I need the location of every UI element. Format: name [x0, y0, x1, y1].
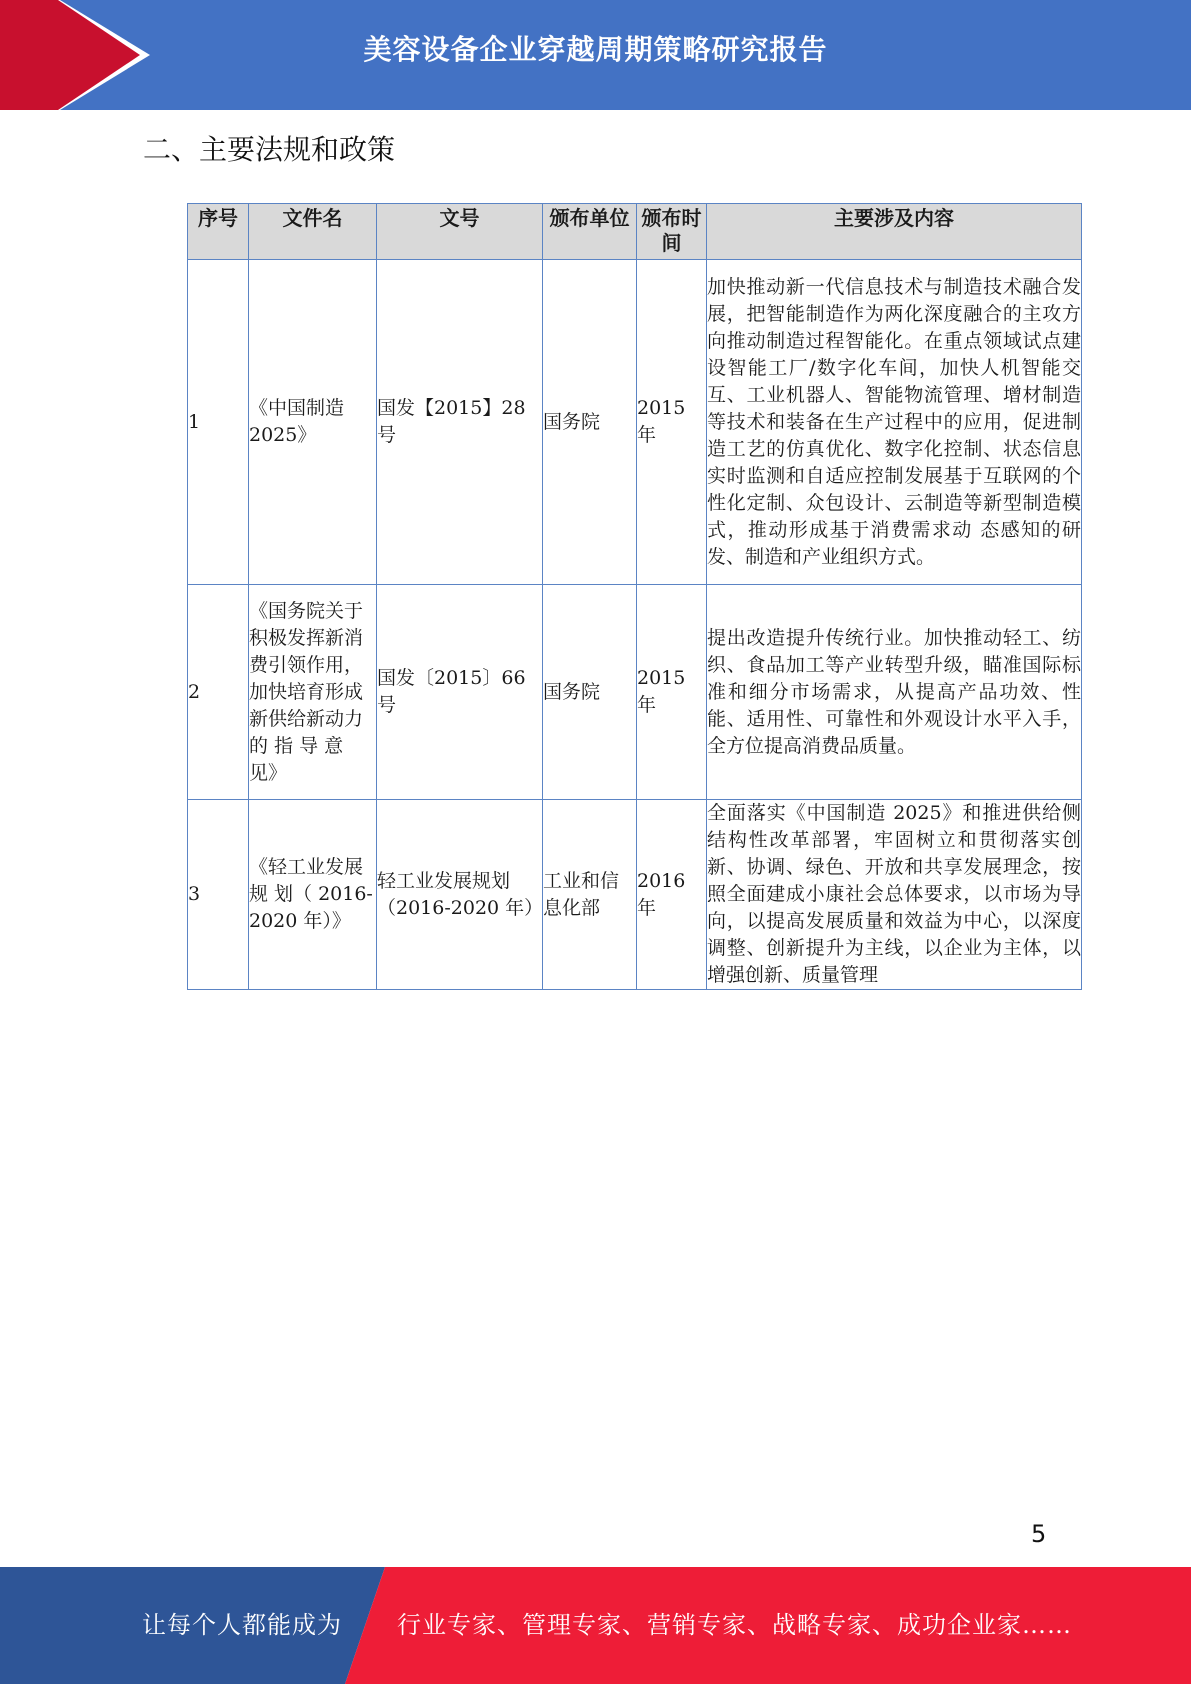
cell-date: 2016 年: [637, 800, 707, 990]
cell-doc-no: 国发〔2015〕66 号: [377, 585, 543, 800]
header-date: 颁布时间: [637, 204, 707, 260]
cell-issuer: 国务院: [543, 260, 637, 585]
cell-doc-no: 国发【2015】28 号: [377, 260, 543, 585]
cell-no: 1: [188, 260, 249, 585]
page-number: 5: [1031, 1520, 1047, 1548]
regulations-table: [187, 203, 1082, 990]
cell-issuer: 工业和信息化部: [543, 800, 637, 990]
cell-date: 2015 年: [637, 585, 707, 800]
section-title: 二、主要法规和政策: [143, 133, 396, 166]
header-doc-no: 文号: [377, 204, 543, 260]
cell-content: 提出改造提升传统行业。加快推动轻工、纺织、食品加工等产业转型升级，瞄准国际标准和细分市场需求，从提高产品功效、性能、适用性、可靠性和外观设计水平入手，全方位提高消费品质量。: [707, 585, 1082, 800]
footer-slogan-right: 行业专家、管理专家、营销专家、战略专家、成功企业家……: [397, 1611, 1072, 1639]
cell-name: 《轻工业发展 规 划（ 2016-2020 年）》: [249, 800, 377, 990]
cell-doc-no: 轻工业发展规划（2016-2020 年）: [377, 800, 543, 990]
header-issuer: 颁布单位: [543, 204, 637, 260]
table-header-row: [188, 204, 1082, 260]
cell-name: 《国务院关于积极发挥新消费引领作用，加快培育形成新供给新动力的 指 导 意 见》: [249, 585, 377, 800]
page-header: [0, 0, 1191, 110]
header-content: 主要涉及内容: [707, 204, 1082, 260]
header-no: 序号: [188, 204, 249, 260]
page-footer: [0, 1567, 1191, 1684]
table-row: [188, 260, 1082, 585]
cell-content: 全面落实《中国制造 2025》和推进供给侧结构性改革部署，牢固树立和贯彻落实创新、协调、绿色、开放和共享发展理念，按照全面建成小康社会总体要求，以市场为导向，以提高发展质量和效益为中心，以深度调整、创新提升为主线，以企业为主体，以增强创新、质量管理: [707, 800, 1082, 990]
cell-name: 《中国制造 2025》: [249, 260, 377, 585]
table-row: [188, 585, 1082, 800]
cell-date: 2015 年: [637, 260, 707, 585]
header-title: 美容设备企业穿越周期策略研究报告: [363, 33, 828, 66]
header-name: 文件名: [249, 204, 377, 260]
cell-content: 加快推动新一代信息技术与制造技术融合发展，把智能制造作为两化深度融合的主攻方向推动制造过程智能化。在重点领域试点建设智能工厂/数字化车间，加快人机智能交互、工业机器人、智能物流管理、增材制造等技术和装备在生产过程中的应用，促进制造工艺的仿真优化、数字化控制、状态信息实时监测和自适应控制发展基于互联网的个性化定制、众包设计、云制造等新型制造模式，推动形成基于消费需求动 态感知的研发、制造和产业组织方式。: [707, 260, 1082, 585]
footer-slogan-left: 让每个人都能成为: [142, 1611, 342, 1639]
table-row: [188, 800, 1082, 990]
cell-no: 3: [188, 800, 249, 990]
cell-issuer: 国务院: [543, 585, 637, 800]
cell-no: 2: [188, 585, 249, 800]
